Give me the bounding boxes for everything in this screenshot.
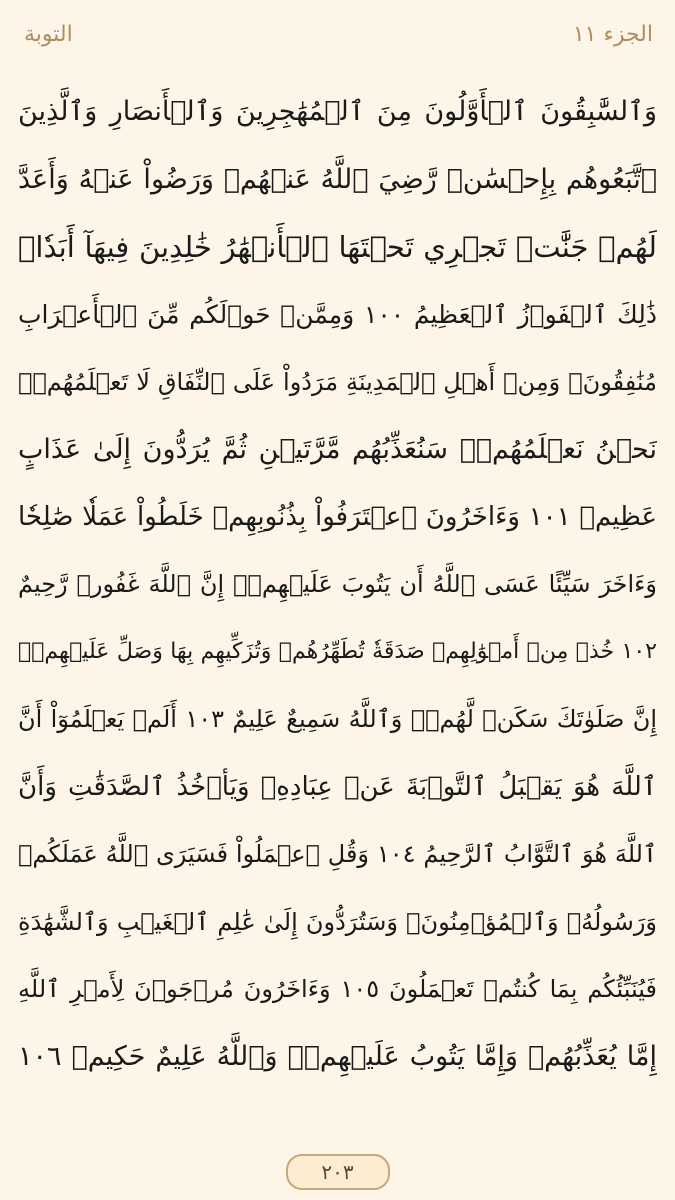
line-text: ١٠٢ خُذۡ مِنۡ أَمۡوَٰلِهِمۡ صَدَقَةٗ تُطَهِّرُهُمۡ وَتُزَكِّيهِم بِهَا وَصَلِّ عَلَيۡهِمۡۖ (18, 639, 657, 665)
text-line-13 (18, 888, 657, 956)
page-number-badge (286, 1154, 390, 1190)
line-text: إِمَّا يُعَذِّبُهُمۡ وَإِمَّا يَتُوبُ عَلَيۡهِمۡۗ وَٱللَّهُ عَلِيمٌ حَكِيمٞ ١٠٦ (18, 1041, 657, 1073)
text-line-1 (18, 78, 657, 146)
text-line-6 (18, 416, 657, 484)
line-text: عَظِيمٖ ١٠١ وَءَاخَرُونَ ٱعۡتَرَفُواْ بِذُنُوبِهِمۡ خَلَطُواْ عَمَلٗا صَٰلِحٗا (18, 501, 657, 532)
text-line-5 (18, 348, 657, 416)
line-text: نَحۡنُ نَعۡلَمُهُمۡۚ سَنُعَذِّبُهُم مَّرَّتَيۡنِ ثُمَّ يُرَدُّونَ إِلَىٰ عَذَابٍ (18, 433, 657, 465)
text-line-4 (18, 281, 657, 349)
line-text: مُنَٰفِقُونَۖ وَمِنۡ أَهۡلِ ٱلۡمَدِينَةِ مَرَدُواْ عَلَى ٱلنِّفَاقِ لَا تَعۡلَمُهُمۡۖ (18, 367, 657, 396)
page-header (0, 14, 675, 54)
line-text: إِنَّ صَلَوٰتَكَ سَكَنٞ لَّهُمۡۗ وَٱللَّهُ سَمِيعٌ عَلِيمٌ ١٠٣ أَلَمۡ يَعۡلَمُوٓاْ أَنَّ (18, 705, 657, 734)
text-line-3 (18, 213, 657, 281)
text-line-14 (18, 956, 657, 1024)
line-text: ٱللَّهَ هُوَ يَقۡبَلُ ٱلتَّوۡبَةَ عَنۡ عِبَادِهِۦ وَيَأۡخُذُ ٱلصَّدَقَٰتِ وَأَنَّ (18, 771, 657, 802)
text-line-8 (18, 551, 657, 619)
line-text: وَرَسُولُهُۥ وَٱلۡمُؤۡمِنُونَۖ وَسَتُرَدُّونَ إِلَىٰ عَٰلِمِ ٱلۡغَيۡبِ وَٱلشَّهَٰدَةِ (18, 907, 657, 936)
text-line-12 (18, 821, 657, 889)
line-text: ٱتَّبَعُوهُم بِإِحۡسَٰنٖ رَّضِيَ ٱللَّهُ عَنۡهُمۡ وَرَضُواْ عَنۡهُ وَأَعَدَّ (18, 163, 657, 195)
line-text: لَهُمۡ جَنَّٰتٖ تَجۡرِي تَحۡتَهَا ٱلۡأَنۡهَٰرُ خَٰلِدِينَ فِيهَآ أَبَدٗاۚ (18, 229, 657, 264)
text-line-10 (18, 686, 657, 754)
line-text: وَءَاخَرَ سَيِّئًا عَسَى ٱللَّهُ أَن يَتُوبَ عَلَيۡهِمۡۚ إِنَّ ٱللَّهَ غَفُورٞ رَّحِيمٌ (18, 570, 657, 599)
juz-label: الجزء ١١ (572, 21, 653, 47)
line-text: وَٱلسَّٰبِقُونَ ٱلۡأَوَّلُونَ مِنَ ٱلۡمُهَٰجِرِينَ وَٱلۡأَنصَارِ وَٱلَّذِينَ (18, 96, 657, 128)
page-footer (0, 1152, 675, 1192)
text-line-9 (18, 618, 657, 686)
page-number: ٢٠٣ (321, 1160, 354, 1184)
surah-name: التوبة (24, 21, 73, 47)
text-line-15 (18, 1023, 657, 1091)
line-text: ذَٰلِكَ ٱلۡفَوۡزُ ٱلۡعَظِيمُ ١٠٠ وَمِمَّنۡ حَوۡلَكُم مِّنَ ٱلۡأَعۡرَابِ (18, 299, 657, 329)
text-line-2 (18, 146, 657, 214)
line-text: ٱللَّهَ هُوَ ٱلتَّوَّابُ ٱلرَّحِيمُ ١٠٤ وَقُلِ ٱعۡمَلُواْ فَسَيَرَى ٱللَّهُ عَمَلَكُمۡ (18, 840, 657, 869)
text-line-11 (18, 753, 657, 821)
text-line-7 (18, 483, 657, 551)
quran-text (18, 78, 657, 1091)
line-text: فَيُنَبِّئُكُم بِمَا كُنتُمۡ تَعۡمَلُونَ ١٠٥ وَءَاخَرُونَ مُرۡجَوۡنَ لِأَمۡرِ ٱللَّهِ (18, 975, 657, 1004)
